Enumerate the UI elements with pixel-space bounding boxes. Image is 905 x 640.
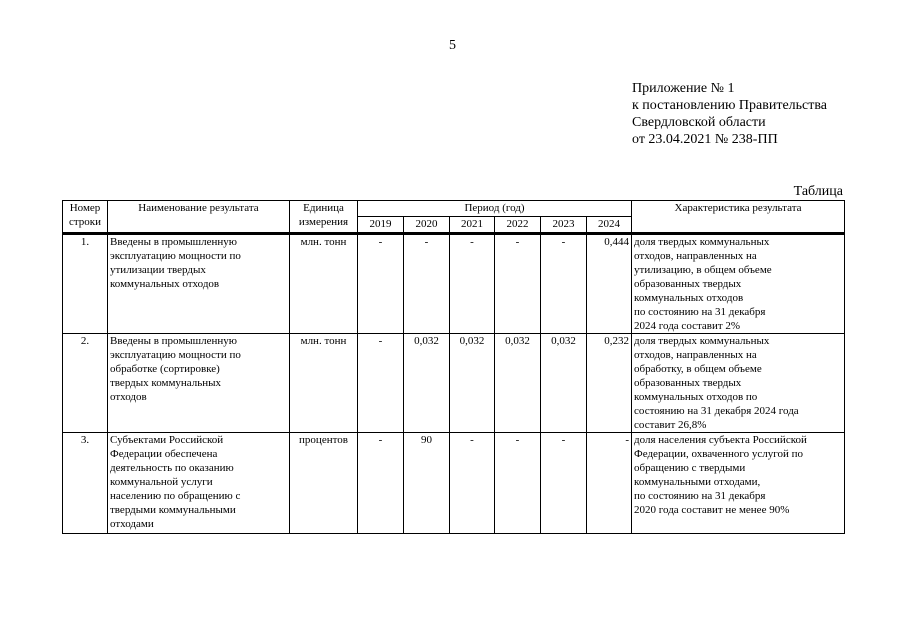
row-name: Субъектами Российской Федерации обеспечена деятельность по оказанию коммунальной услуги населению по обращению с твердыми коммунальными отходами: [108, 433, 290, 534]
header-unit: Единица измерения: [290, 201, 358, 234]
appendix-line: Свердловской области: [632, 115, 766, 130]
header-name: Наименование результата: [108, 201, 290, 234]
row-unit: млн. тонн: [290, 235, 358, 334]
row-value: -: [358, 433, 404, 534]
header-year: 2020: [404, 217, 450, 234]
row-value: -: [358, 235, 404, 334]
table-row: [63, 235, 845, 334]
row-value: -: [541, 235, 587, 334]
header-year: 2021: [450, 217, 495, 234]
row-value: -: [495, 235, 541, 334]
row-value: -: [450, 433, 495, 534]
appendix-line: к постановлению Правительства: [632, 98, 828, 113]
page-number: 5: [449, 38, 456, 53]
row-unit: процентов: [290, 433, 358, 534]
row-value: 0,032: [404, 334, 450, 433]
header-characteristic: Характеристика результата: [632, 201, 845, 234]
appendix-line: Приложение № 1: [632, 81, 735, 96]
row-name: Введены в промышленную эксплуатацию мощности по обработке (сортировке) твердых коммунальных отходов: [108, 334, 290, 433]
header-year: 2022: [495, 217, 541, 234]
row-value: 0,032: [495, 334, 541, 433]
row-characteristic: доля твердых коммунальных отходов, направленных на утилизацию, в общем объеме образованных твердых коммунальных отходов по состоянию на 31 декабря 2024 года составит 2%: [632, 235, 845, 334]
table-caption: Таблица: [793, 184, 843, 199]
row-value: -: [450, 235, 495, 334]
row-characteristic: доля населения субъекта Российской Федерации, охваченного услугой по обращению с твердыми коммунальными отходами, по состоянию на 31 декабря 2020 года составит не менее 90%: [632, 433, 845, 534]
row-value: 90: [404, 433, 450, 534]
row-value: 0,032: [541, 334, 587, 433]
row-value: 0,232: [587, 334, 632, 433]
results-table: [62, 200, 845, 534]
row-value: -: [495, 433, 541, 534]
appendix-block: [632, 80, 827, 148]
header-period: Период (год): [358, 201, 632, 217]
row-characteristic: доля твердых коммунальных отходов, направленных на обработку, в общем объеме образованных твердых коммунальных отходов по состоянию на 31 декабря 2024 года составит 26,8%: [632, 334, 845, 433]
table-row: [63, 334, 845, 433]
row-value: -: [358, 334, 404, 433]
row-number: 3.: [63, 433, 108, 534]
row-value: 0,032: [450, 334, 495, 433]
appendix-line: от 23.04.2021 № 238-ПП: [632, 132, 778, 147]
row-value: -: [541, 433, 587, 534]
row-number: 2.: [63, 334, 108, 433]
row-name: Введены в промышленную эксплуатацию мощности по утилизации твердых коммунальных отходов: [108, 235, 290, 334]
header-year: 2023: [541, 217, 587, 234]
header-number: Номер строки: [63, 201, 108, 234]
header-year: 2024: [587, 217, 632, 234]
row-value: -: [404, 235, 450, 334]
row-number: 1.: [63, 235, 108, 334]
header-year: 2019: [358, 217, 404, 234]
row-unit: млн. тонн: [290, 334, 358, 433]
row-value: -: [587, 433, 632, 534]
table-row: [63, 433, 845, 534]
row-value: 0,444: [587, 235, 632, 334]
